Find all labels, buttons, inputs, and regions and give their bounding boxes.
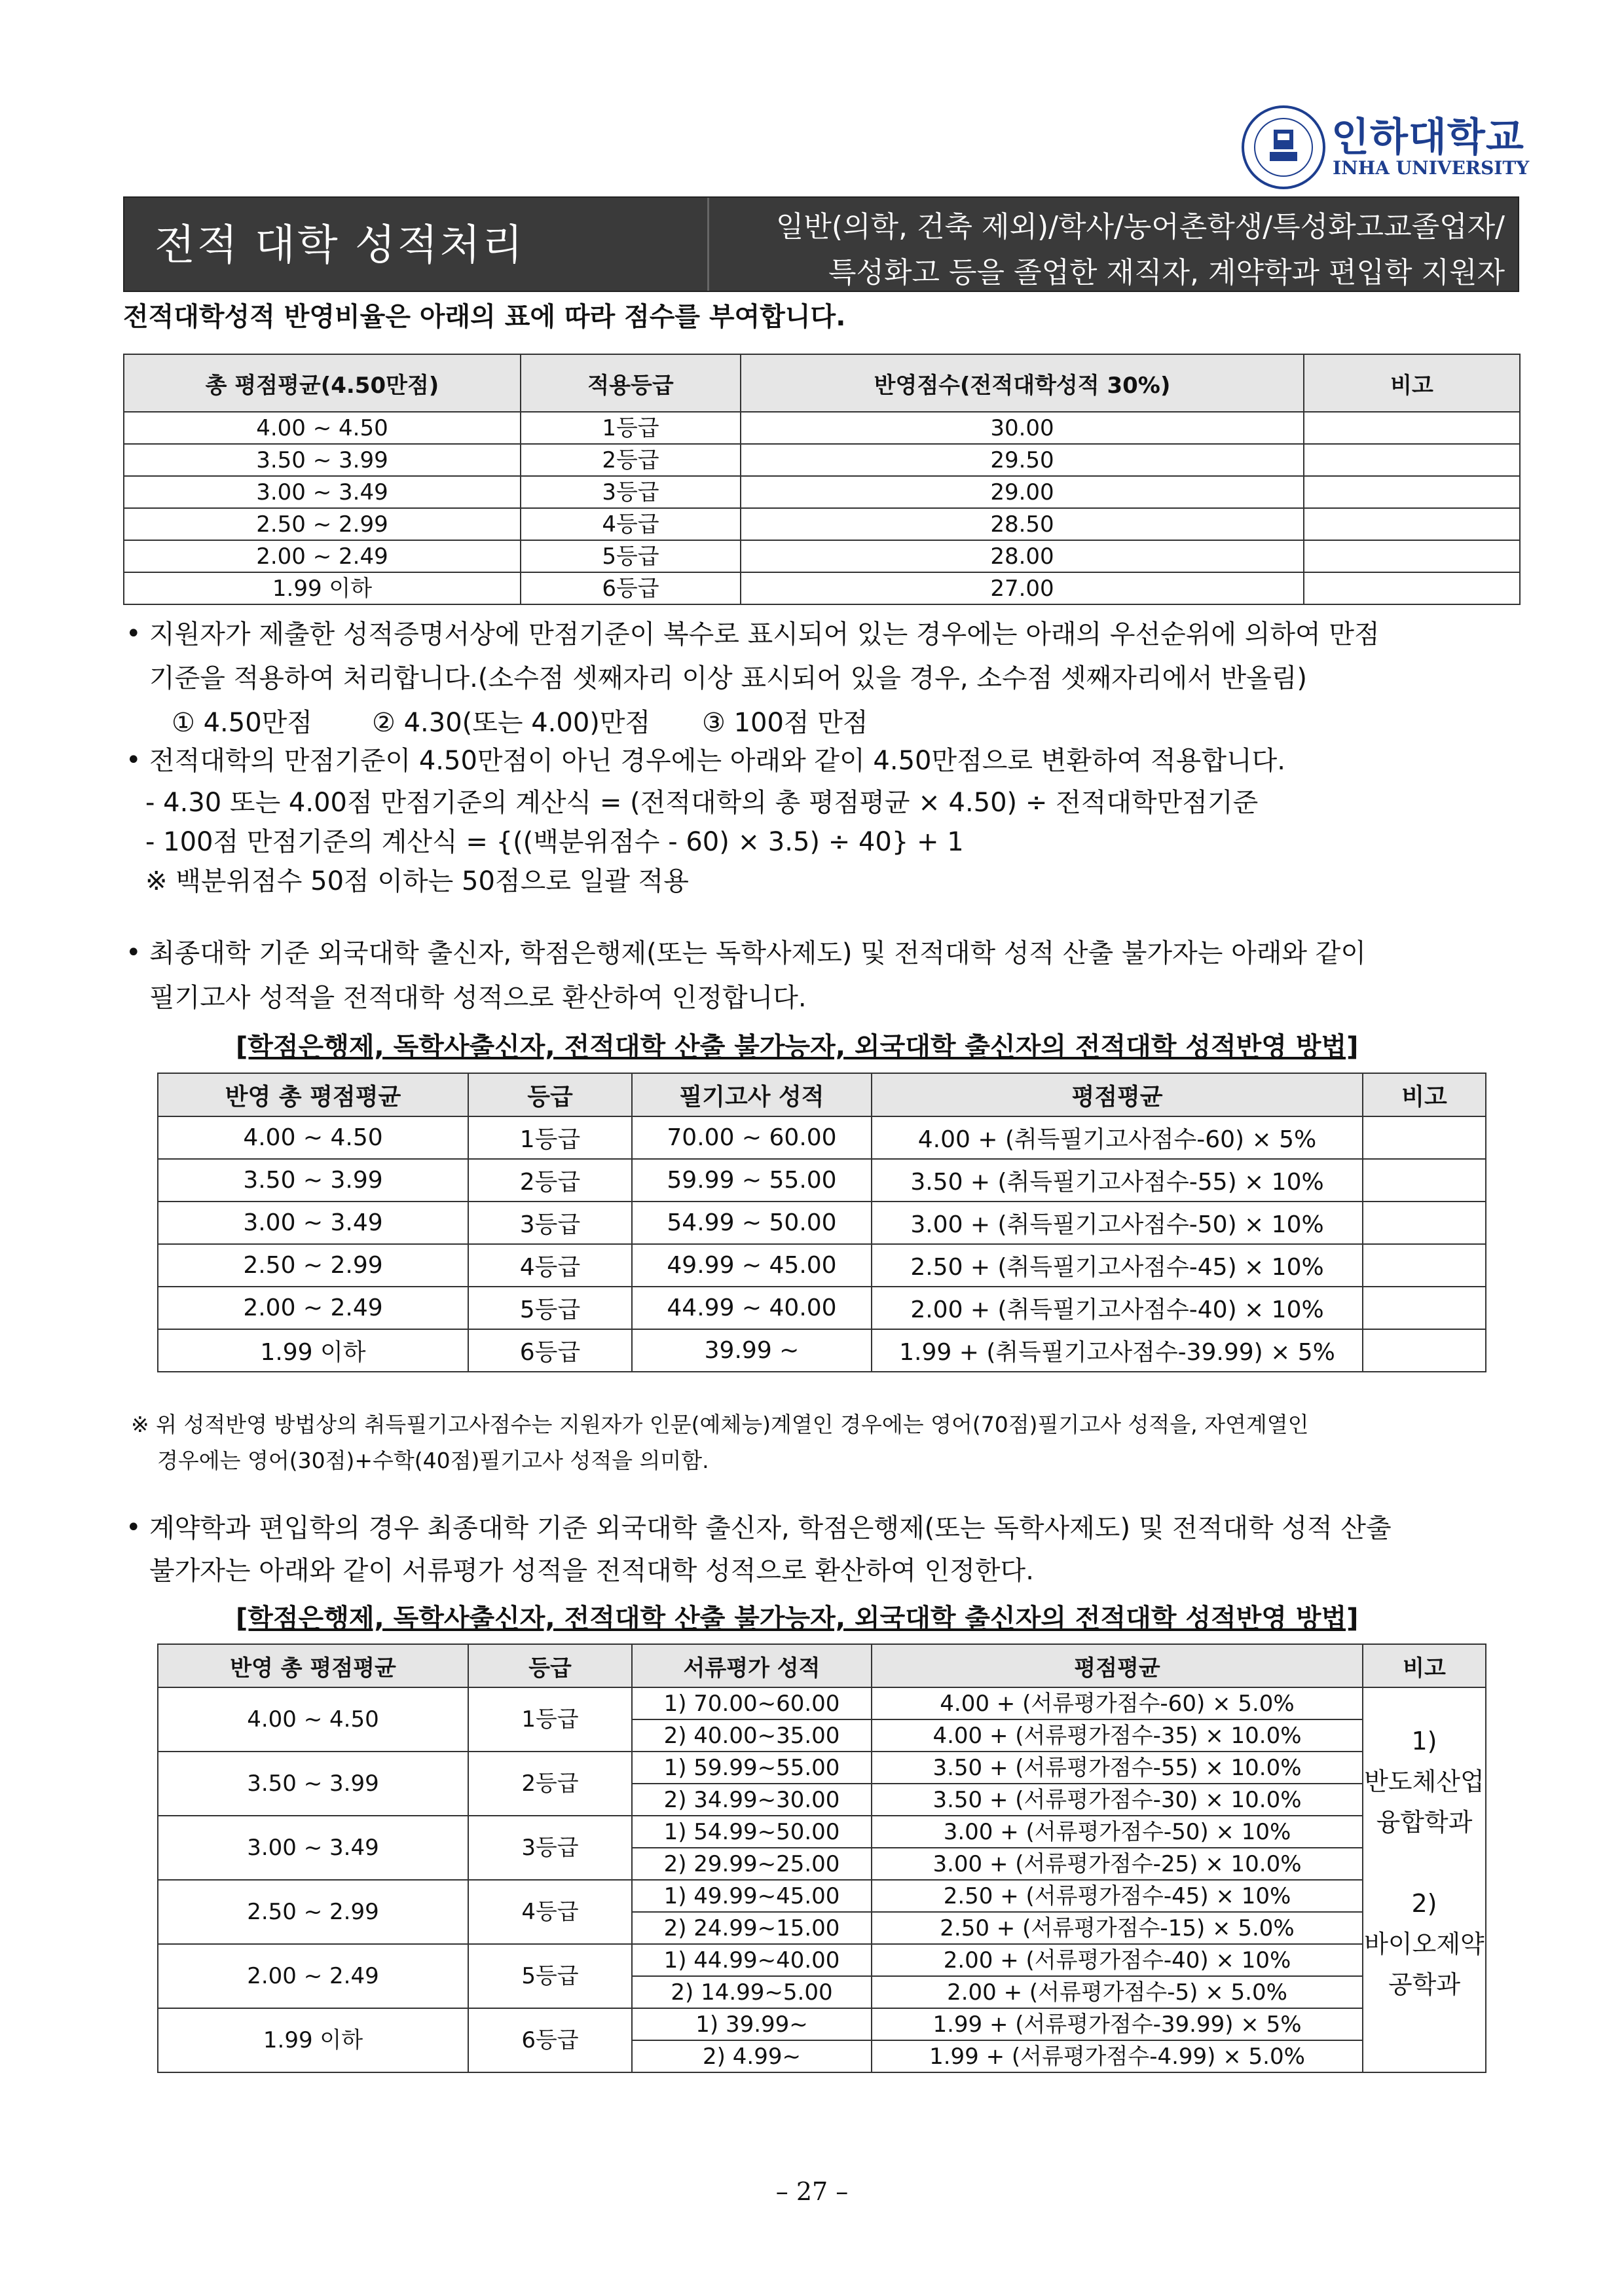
table-row	[158, 1159, 1486, 1202]
section-subtitle-line1: 일반(의학, 건축 제외)/학사/농어촌학생/특성화고교졸업자/	[775, 210, 1505, 244]
remark-line: 융합학과	[1376, 1808, 1473, 1837]
table-cell: 1) 59.99~55.00	[632, 1752, 872, 1784]
column-header: 적용등급	[521, 354, 741, 412]
table-cell: 29.00	[741, 476, 1304, 508]
table-row	[158, 1944, 1486, 1976]
table-cell	[1304, 412, 1520, 444]
table-cell: 6등급	[521, 572, 741, 604]
bullet-text-continued: 필기고사 성적을 전적대학 성적으로 환산하여 인정합니다.	[149, 983, 807, 1013]
university-seal-icon	[1241, 105, 1326, 190]
bullet-text: 계약학과 편입학의 경우 최종대학 기준 외국대학 출신자, 학점은행제(또는 독학사제도) 및 전적대학 성적 산출	[149, 1513, 1392, 1543]
table-cell: 3.00 + (취득필기고사점수-50) × 10%	[872, 1202, 1363, 1244]
grade-cell: 1등급	[468, 1687, 632, 1752]
remark-line: 공학과	[1388, 1970, 1461, 1999]
section-subtitle-line2: 특성화고 등을 졸업한 재직자, 계약학과 편입학 지원자	[828, 256, 1505, 289]
table-note-continued: 경우에는 영어(30점)+수학(40점)필기고사 성적을 의미함.	[157, 1448, 709, 1473]
table-cell: 2) 40.00~35.00	[632, 1719, 872, 1752]
table-cell: 4.00 + (취득필기고사점수-60) × 5%	[872, 1116, 1363, 1159]
column-header: 등급	[468, 1644, 632, 1687]
table-header-row	[124, 354, 1520, 412]
remark-spacer	[1363, 1843, 1485, 1883]
table-cell: 2) 4.99~	[632, 2040, 872, 2072]
remark-line: 바이오제약	[1364, 1930, 1485, 1958]
table-cell: 3.50 + (서류평가점수-30) × 10.0%	[872, 1784, 1363, 1816]
remark-line: 2)	[1411, 1889, 1437, 1918]
column-header: 총 평점평균(4.50만점)	[124, 354, 521, 412]
table-cell: 1등급	[521, 412, 741, 444]
table-cell: 54.99 ~ 50.00	[632, 1202, 872, 1244]
range-cell: 2.50 ~ 2.99	[158, 1880, 468, 1944]
table-cell: 3.00 ~ 3.49	[158, 1202, 468, 1244]
table-cell	[1304, 572, 1520, 604]
table-cell: 28.50	[741, 508, 1304, 540]
bullet-text: 최종대학 기준 외국대학 출신자, 학점은행제(또는 독학사제도) 및 전적대학 성적 산출 불가자는 아래와 같이	[149, 938, 1367, 968]
table-cell: 3.50 + (취득필기고사점수-55) × 10%	[872, 1159, 1363, 1202]
table-row	[158, 2008, 1486, 2040]
table-cell: 3.50 ~ 3.99	[124, 444, 521, 476]
table-row	[124, 540, 1520, 572]
table-cell: 1) 54.99~50.00	[632, 1816, 872, 1848]
column-header: 비고	[1304, 354, 1520, 412]
table-header-row	[158, 1073, 1486, 1116]
range-cell: 4.00 ~ 4.50	[158, 1687, 468, 1752]
column-header: 반영 총 평점평균	[158, 1644, 468, 1687]
column-header: 서류평가 성적	[632, 1644, 872, 1687]
table-cell	[1363, 1244, 1486, 1287]
table-cell: 1.99 + (취득필기고사점수-39.99) × 5%	[872, 1329, 1363, 1372]
table-cell: 30.00	[741, 412, 1304, 444]
column-header: 비고	[1363, 1073, 1486, 1116]
table-cell: 4.00 ~ 4.50	[124, 412, 521, 444]
table-cell: 2.00 ~ 2.49	[124, 540, 521, 572]
table-cell: 3.00 + (서류평가점수-50) × 10%	[872, 1816, 1363, 1848]
table-row	[158, 1752, 1486, 1784]
table-cell: 4등급	[468, 1244, 632, 1287]
column-header: 비고	[1363, 1644, 1486, 1687]
column-header: 반영점수(전적대학성적 30%)	[741, 354, 1304, 412]
table-cell: 2.00 + (취득필기고사점수-40) × 10%	[872, 1287, 1363, 1329]
document-evaluation-conversion-table	[157, 1643, 1486, 2073]
table-cell: 1) 49.99~45.00	[632, 1880, 872, 1912]
section-header	[123, 196, 1519, 292]
priority-item: ① 4.50만점	[172, 708, 312, 738]
formula-text: - 4.30 또는 4.00점 만점기준의 계산식 = (전적대학의 총 평점평균 × 4.50) ÷ 전적대학만점기준	[145, 788, 1259, 818]
table-cell: 49.99 ~ 45.00	[632, 1244, 872, 1287]
table-cell: 28.00	[741, 540, 1304, 572]
table-row	[124, 476, 1520, 508]
remark-line: 1)	[1411, 1727, 1437, 1755]
table-cell: 4.00 + (서류평가점수-35) × 10.0%	[872, 1719, 1363, 1752]
section-title: 전적 대학 성적처리	[155, 221, 525, 270]
table-note: ※ 위 성적반영 방법상의 취득필기고사점수는 지원자가 인문(예체능)계열인 경우에는 영어(70점)필기고사 성적을, 자연계열인	[131, 1412, 1309, 1437]
table-cell: 2.50 ~ 2.99	[158, 1244, 468, 1287]
table-cell	[1304, 508, 1520, 540]
table-row	[158, 1880, 1486, 1912]
bullet-text-continued: 불가자는 아래와 같이 서류평가 성적을 전적대학 성적으로 환산하여 인정한다.	[149, 1556, 1034, 1586]
table-cell: 70.00 ~ 60.00	[632, 1116, 872, 1159]
intro-text: 전적대학성적 반영비율은 아래의 표에 따라 점수를 부여합니다.	[123, 302, 846, 332]
table-row	[158, 1244, 1486, 1287]
table-cell: 3등급	[521, 476, 741, 508]
bullet-icon: •	[126, 1513, 141, 1543]
table-cell	[1304, 540, 1520, 572]
table-cell	[1304, 444, 1520, 476]
table-cell: 3.50 + (서류평가점수-55) × 10.0%	[872, 1752, 1363, 1784]
table-caption: [학점은행제, 독학사출신자, 전적대학 산출 불가능자, 외국대학 출신자의 전적대학 성적반영 방법]	[236, 1032, 1359, 1062]
table-cell: 2) 29.99~25.00	[632, 1848, 872, 1880]
table-row	[124, 508, 1520, 540]
table-row	[158, 1116, 1486, 1159]
table-cell: 2.50 ~ 2.99	[124, 508, 521, 540]
table-row	[158, 1816, 1486, 1848]
grade-cell: 4등급	[468, 1880, 632, 1944]
table-cell	[1363, 1159, 1486, 1202]
logo-wordmark-english: INHA UNIVERSITY	[1333, 157, 1530, 179]
table-caption: [학점은행제, 독학사출신자, 전적대학 산출 불가능자, 외국대학 출신자의 전적대학 성적반영 방법]	[236, 1604, 1359, 1634]
bullet-text: 전적대학의 만점기준이 4.50만점이 아닌 경우에는 아래와 같이 4.50만점으로 변환하여 적용합니다.	[149, 746, 1285, 776]
table-cell: 1.99 이하	[158, 1329, 468, 1372]
bullet-icon: •	[126, 619, 141, 649]
column-header: 등급	[468, 1073, 632, 1116]
table-cell	[1363, 1116, 1486, 1159]
table-cell: 1.99 이하	[124, 572, 521, 604]
table-cell: 2) 34.99~30.00	[632, 1784, 872, 1816]
column-header: 평점평균	[872, 1073, 1363, 1116]
grade-cell: 3등급	[468, 1816, 632, 1880]
formula-text: - 100점 만점기준의 계산식 = {((백분위점수 - 60) × 3.5) ÷ 40} + 1	[145, 827, 964, 857]
table-cell	[1363, 1287, 1486, 1329]
table-cell: 4등급	[521, 508, 741, 540]
table-cell: 3.00 ~ 3.49	[124, 476, 521, 508]
table-header-row	[158, 1644, 1486, 1687]
table-cell: 1등급	[468, 1116, 632, 1159]
bullet-text-continued: 기준을 적용하여 처리합니다.(소수점 셋째자리 이상 표시되어 있을 경우, 소수점 셋째자리에서 반올림)	[149, 663, 1308, 693]
table-cell: 5등급	[521, 540, 741, 572]
bullet-text: 지원자가 제출한 성적증명서상에 만점기준이 복수로 표시되어 있는 경우에는 아래의 우선순위에 의하여 만점	[149, 619, 1380, 650]
column-header: 필기고사 성적	[632, 1073, 872, 1116]
table-cell: 2) 14.99~5.00	[632, 1976, 872, 2008]
table-row	[158, 1202, 1486, 1244]
formula-note: ※ 백분위점수 50점 이하는 50점으로 일괄 적용	[145, 866, 689, 896]
table-cell: 4.00 + (서류평가점수-60) × 5.0%	[872, 1687, 1363, 1719]
table-cell: 6등급	[468, 1329, 632, 1372]
table-cell: 1) 70.00~60.00	[632, 1687, 872, 1719]
priority-item: ③ 100점 만점	[702, 708, 868, 738]
table-cell: 4.00 ~ 4.50	[158, 1116, 468, 1159]
table-cell: 2등급	[468, 1159, 632, 1202]
table-cell: 2.50 + (서류평가점수-15) × 5.0%	[872, 1912, 1363, 1944]
grade-cell: 2등급	[468, 1752, 632, 1816]
column-header: 평점평균	[872, 1644, 1363, 1687]
table-cell	[1363, 1329, 1486, 1372]
table-cell: 2.00 ~ 2.49	[158, 1287, 468, 1329]
table-cell: 1.99 + (서류평가점수-39.99) × 5%	[872, 2008, 1363, 2040]
table-cell: 2.00 + (서류평가점수-5) × 5.0%	[872, 1976, 1363, 2008]
range-cell: 3.50 ~ 3.99	[158, 1752, 468, 1816]
range-cell: 2.00 ~ 2.49	[158, 1944, 468, 2008]
table-cell: 44.99 ~ 40.00	[632, 1287, 872, 1329]
university-logo	[1241, 105, 1529, 190]
table-cell: 3등급	[468, 1202, 632, 1244]
bullet-icon: •	[126, 938, 141, 968]
table-cell: 29.50	[741, 444, 1304, 476]
table-cell: 1) 44.99~40.00	[632, 1944, 872, 1976]
grade-cell: 6등급	[468, 2008, 632, 2072]
table-row	[158, 1687, 1486, 1719]
header-divider	[707, 198, 709, 291]
logo-wordmark-korean: 인하대학교	[1331, 115, 1524, 160]
table-row	[124, 412, 1520, 444]
table-cell	[1304, 476, 1520, 508]
grade-score-table	[123, 354, 1521, 605]
table-cell: 2등급	[521, 444, 741, 476]
table-cell: 2.50 + (취득필기고사점수-45) × 10%	[872, 1244, 1363, 1287]
page-number: – 27 –	[775, 2177, 849, 2206]
priority-item: ② 4.30(또는 4.00)만점	[372, 708, 651, 738]
written-exam-conversion-table	[157, 1073, 1486, 1372]
table-cell	[1363, 1202, 1486, 1244]
table-row	[124, 444, 1520, 476]
table-cell: 39.99 ~	[632, 1329, 872, 1372]
range-cell: 3.00 ~ 3.49	[158, 1816, 468, 1880]
table-cell: 5등급	[468, 1287, 632, 1329]
table-cell: 1.99 + (서류평가점수-4.99) × 5.0%	[872, 2040, 1363, 2072]
table-cell: 2.00 + (서류평가점수-40) × 10%	[872, 1944, 1363, 1976]
table-cell: 59.99 ~ 55.00	[632, 1159, 872, 1202]
table-cell: 3.00 + (서류평가점수-25) × 10.0%	[872, 1848, 1363, 1880]
table-row	[158, 1329, 1486, 1372]
remark-cell	[1363, 1687, 1486, 2072]
column-header: 반영 총 평점평균	[158, 1073, 468, 1116]
bullet-icon: •	[126, 745, 141, 775]
table-cell: 2) 24.99~15.00	[632, 1912, 872, 1944]
table-row	[124, 572, 1520, 604]
table-cell: 1) 39.99~	[632, 2008, 872, 2040]
table-cell: 27.00	[741, 572, 1304, 604]
range-cell: 1.99 이하	[158, 2008, 468, 2072]
grade-cell: 5등급	[468, 1944, 632, 2008]
remark-line: 반도체산업	[1364, 1767, 1485, 1796]
table-cell: 3.50 ~ 3.99	[158, 1159, 468, 1202]
table-cell: 2.50 + (서류평가점수-45) × 10%	[872, 1880, 1363, 1912]
table-row	[158, 1287, 1486, 1329]
